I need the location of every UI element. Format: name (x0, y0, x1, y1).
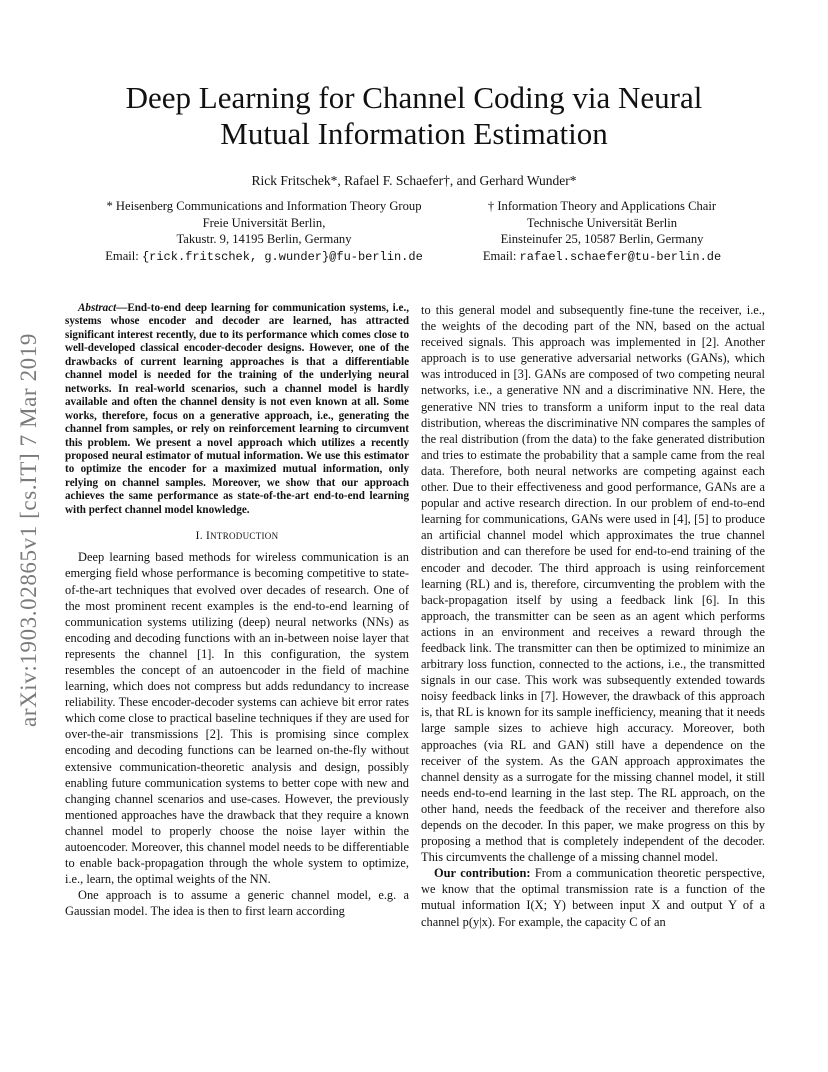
affiliation-right-email-row (462, 248, 742, 266)
section-heading-introduction (65, 528, 409, 544)
abstract-label: Abstract (78, 302, 117, 314)
right-column (421, 302, 765, 930)
title-line-2: Mutual Information Estimation (220, 116, 608, 151)
affiliation-right-line3: Einsteinufer 25, 10587 Berlin, Germany (500, 232, 704, 247)
abstract-text: —End-to-end deep learning for communication systems, i.e., systems whose encoder and decoder are learned, has attracted significant interest recently, due to its performance which comes close to well-developed classical encoder-decoder designs. However, one of the drawbacks of current learning approaches is that a differentiable channel model is needed for the training of the underlying neural networks. In real-world scenarios, such a channel model is hardly available and often the channel density is not even known at all. Some works, therefore, focus on a generative approach, i.e., generating the channel from samples, or rely on reinforcement learning to circumvent this problem. We present a novel approach which utilizes a recently proposed neural estimator of mutual information. We use this estimator to optimize the encoder for a maximized mutual information, only relying on channel samples. Moreover, we show that our approach achieves the same performance as state-of-the-art end-to-end learning with perfect channel model knowledge. (65, 302, 409, 516)
intro-paragraph-1: Deep learning based methods for wireless communication is an emerging field whose performance is becoming competitive to state-of-the-art techniques that evolved over decades of research. One of the most prominent recent examples is the end-to-end learning of communication systems utilizing (deep) neural networks (NNs) as encoding and decoding functions with an in-between noise layer that represents the channel [1]. In this configuration, the system resembles the concept of an autoencoder in the field of machine learning, which does not compress but adds redundancy to increase reliability. These encoder-decoder systems can achieve bit error rates which come close to practical baseline techniques if they are used for over-the-air transmissions [2]. This is promising since complex encoding and decoding functions can be learned on-the-fly without extensive communication-theoretic analysis and design, possibly enabling future communication systems to better cope with new and changing channel scenarios and use-cases. However, the previously mentioned approaches have the drawback that they require a known channel model to properly choose the noise layer within the autoencoder. Moreover, this channel model needs to be differentiable to enable back-propagation through the whole system to optimize, i.e., learn, the optimal weights of the NN. (65, 550, 409, 887)
title-line-1: Deep Learning for Channel Coding via Neural (125, 80, 703, 115)
affiliation-left-line3: Takustr. 9, 14195 Berlin, Germany (176, 232, 352, 247)
abstract-paragraph (65, 302, 409, 517)
affiliation-left-line2: Freie Universität Berlin, (202, 215, 326, 230)
left-column (65, 302, 409, 920)
affiliation-right-line1: † Information Theory and Applications Chair (487, 199, 717, 213)
affiliation-right (462, 198, 742, 265)
author-list: Rick Fritschek*, Rafael F. Schaefer†, and Gerhard Wunder* (251, 173, 577, 188)
arxiv-identifier: arXiv:1903.02865v1 [cs.IT] 7 Mar 2019 (16, 333, 41, 727)
email-label-left: Email: (105, 248, 142, 263)
paper-title (0, 80, 828, 152)
section-title-rest: NTRODUCTION (210, 531, 279, 542)
contribution-text: From a communication theoretic perspective, we know that the optimal transmission rate is a function of the mutual information I(X; Y) between input X and output Y of a channel p(y|x). For example, the capacity C of an (421, 866, 765, 929)
email-right[interactable]: rafael.schaefer@tu-berlin.de (519, 249, 722, 264)
email-left[interactable]: {rick.fritschek, g.wunder}@fu-berlin.de (141, 249, 423, 264)
contribution-label: Our contribution: (434, 866, 531, 881)
email-label-right: Email: (482, 248, 520, 263)
affiliation-left-line1: * Heisenberg Communications and Information Theory Group (106, 199, 422, 213)
affiliation-left-email-row (78, 248, 450, 266)
section-number: I. (195, 530, 206, 543)
arxiv-sidebar (14, 300, 44, 760)
contribution-paragraph (421, 865, 765, 929)
affiliation-left (78, 198, 450, 265)
abstract (65, 302, 409, 517)
section-title-initial: I (206, 530, 211, 543)
affiliation-right-line2: Technische Universität Berlin (526, 215, 678, 230)
intro-paragraph-2: One approach is to assume a generic channel model, e.g. a Gaussian model. The idea is then to first learn according (65, 888, 409, 919)
right-paragraph-1: to this general model and subsequently fine-tune the receiver, i.e., the weights of the decoding part of the NN, based on the actual received signals. This approach was implemented in [2]. Another approach is to use generative adversarial networks (GANs), which was introduced in [3]. GANs are composed of two competing neural networks, i.e., a generative NN and a discriminative NN. Here, the generative NN tries to transform a uniform input to the real data distribution, whereas the discriminative NN compares the samples of the real distribution (from the data) to the fake generated distribution and tries to estimate the probability that a sample came from the real data. Therefore, both neural networks are competing against each other. Due to their effectiveness and good performance, GANs are a popular and active research direction. In our problem of end-to-end learning for communications, GANs were used in [4], [5] to produce an artificial channel model which approximates the true channel distribution and can therefore be used for end-to-end training of the encoder and decoder. The third approach is using reinforcement learning (RL) and is, therefore, circumventing the problem with the back-propagation itself by using a feedback link [6]. In this approach, the transmitter can be seen as an agent which performs actions in an environment and receives a reward through the feedback link. The transmitter can then be optimized to minimize an arbitrary loss function, connected to the actions, i.e., the transmitted signals in our case. This work was subsequently extended towards noisy feedback links in [7]. However, the drawback of this approach is, that RL is known for its sample inefficiency, meaning that it needs large sample sizes to achieve high accuracy. Moreover, both approaches (via RL and GAN) still have a dependence on the receiver of the system. As the GAN approach approximates the channel density as a surrogate for the missing channel model, it still needs end-to-end learning in the last step. The RL approach, on the other hand, needs the feedback of the receiver and therefore also depends on the decoder. In this paper, we make progress on this by proposing a method that is completely independent of the decoder. This circumvents the challenge of a missing channel model. (421, 303, 765, 865)
